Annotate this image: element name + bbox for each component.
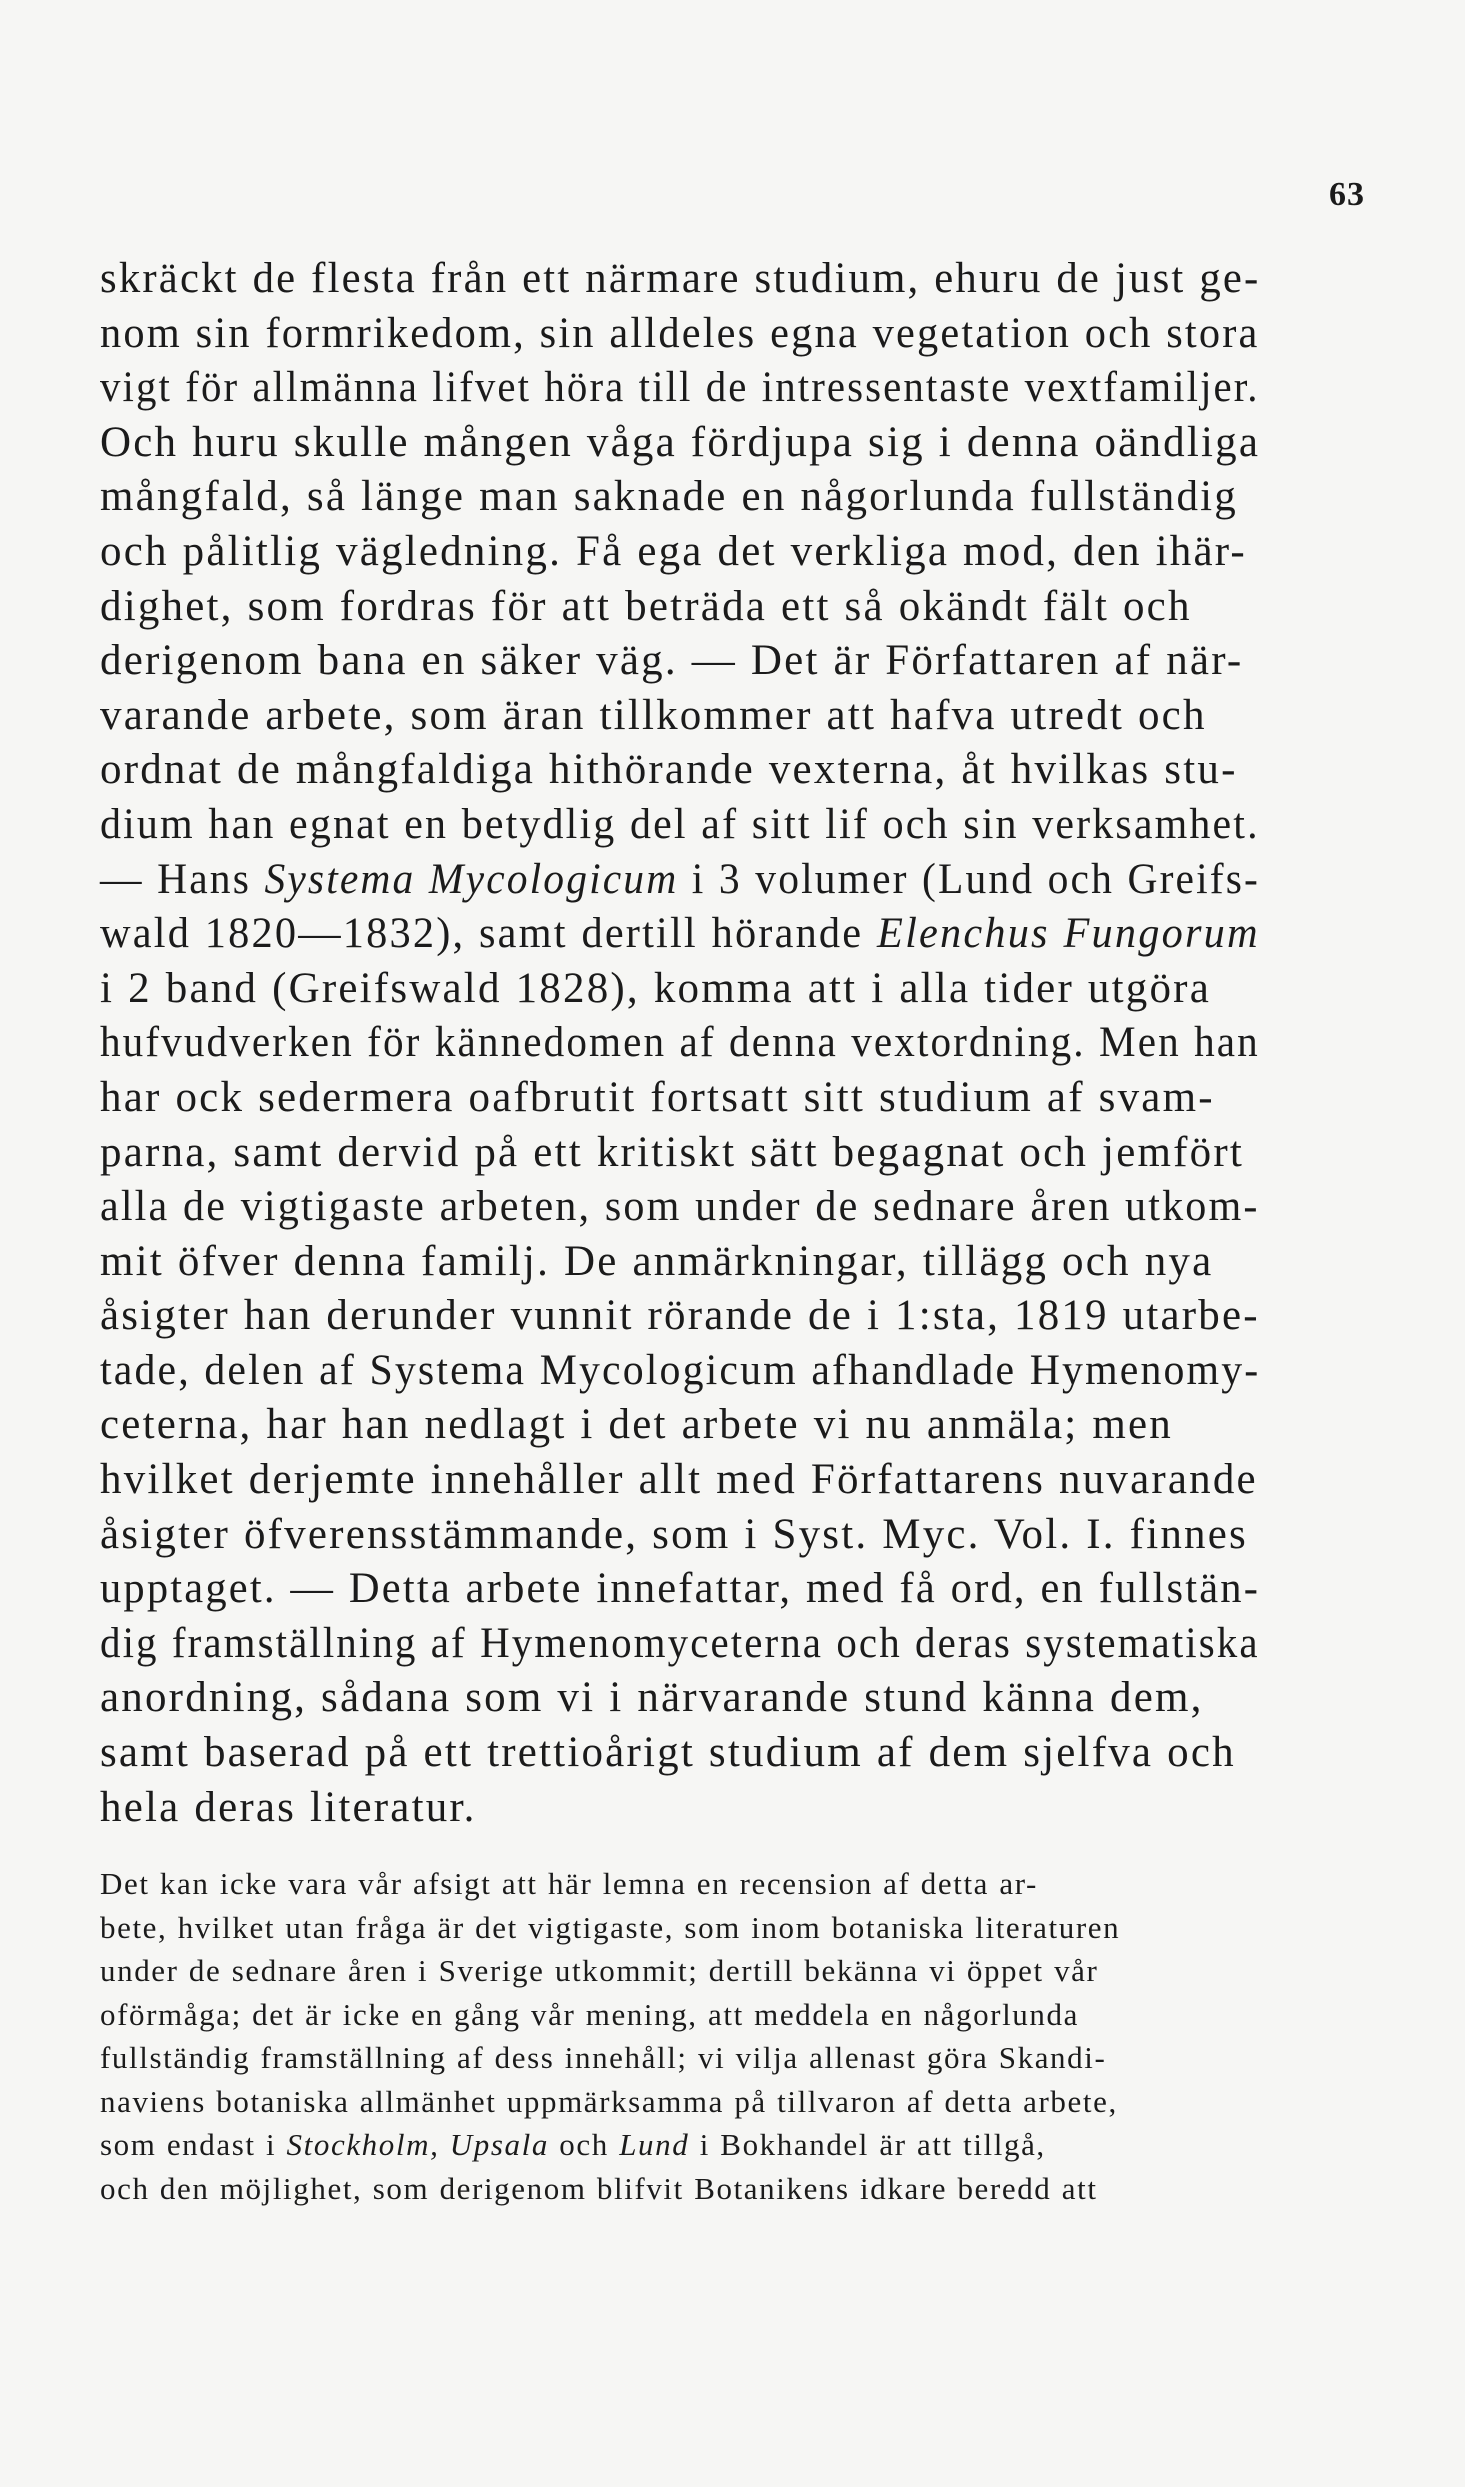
footnote-line <box>100 1949 1260 1993</box>
main-text-block <box>100 252 1260 1835</box>
text-line <box>100 1508 1260 1563</box>
italic-text: Lund <box>619 2127 690 2162</box>
footnote-line <box>100 1993 1260 2037</box>
text-segment: vigt för allmänna lifvet höra till de intressentaste vextfamiljer. <box>100 364 1260 412</box>
footnote-line <box>100 1906 1260 1950</box>
text-segment: tade, delen af Systema Mycologicum afhandlade Hymenomy- <box>100 1346 1261 1394</box>
text-line <box>100 1617 1260 1672</box>
text-line <box>100 1016 1260 1071</box>
footnote-line <box>100 2123 1260 2167</box>
text-line <box>100 416 1260 471</box>
italic-text: Systema Mycologicum <box>264 855 679 903</box>
text-segment: bete, hvilket utan fråga är det vigtigaste, som inom botaniska literaturen <box>100 1909 1121 1945</box>
text-segment: har ock sedermera oafbrutit fortsatt sitt studium af svam- <box>100 1073 1215 1121</box>
text-segment: hufvudverken för kännedomen af denna vextordning. Men han <box>100 1019 1260 1067</box>
text-segment: hela deras literatur. <box>100 1783 477 1831</box>
text-segment: varande arbete, som äran tillkommer att hafva utredt och <box>100 691 1207 739</box>
text-line <box>100 1453 1260 1508</box>
text-line <box>100 525 1260 580</box>
text-segment: dig framställning af Hymenomyceterna och deras systematiska <box>100 1619 1260 1667</box>
text-line <box>100 962 1260 1017</box>
text-segment: mit öfver denna familj. De anmärkningar, tillägg och nya <box>100 1237 1214 1285</box>
text-segment: i 2 band (Greifswald 1828), komma att i alla tider utgöra <box>100 964 1211 1012</box>
text-line <box>100 853 1260 908</box>
text-line <box>100 1726 1260 1781</box>
text-segment: skräckt de flesta från ett närmare studium, ehuru de just ge- <box>100 255 1261 302</box>
text-line <box>100 361 1260 416</box>
text-line <box>100 1180 1260 1235</box>
text-segment: derigenom bana en säker väg. — Det är Författaren af när- <box>100 637 1244 685</box>
footnote-block <box>100 1862 1260 2210</box>
text-segment: åsigter öfverensstämmande, som i Syst. Myc. Vol. I. finnes <box>100 1510 1248 1558</box>
text-line <box>100 580 1260 635</box>
page-number: 63 <box>1329 176 1365 213</box>
text-segment: fullständig framställning af dess innehåll; vi vilja allenast göra Skandi- <box>100 2040 1107 2075</box>
italic-text: Stockholm, Upsala <box>286 2127 549 2162</box>
text-line <box>100 907 1260 962</box>
text-line <box>100 470 1260 525</box>
text-segment: wald 1820—1832), samt dertill hörande <box>100 910 878 958</box>
text-segment: nom sin formrikedom, sin alldeles egna vegetation och stora <box>100 309 1260 357</box>
text-line <box>100 634 1260 689</box>
text-segment: parna, samt dervid på ett kritiskt sätt begagnat och jemfört <box>100 1128 1245 1176</box>
text-segment: upptaget. — Detta arbete innefattar, med få ord, en fullstän- <box>100 1565 1261 1613</box>
text-segment: mångfald, så länge man saknade en någorlunda fullständig <box>100 473 1238 521</box>
text-line <box>100 1126 1260 1181</box>
text-line <box>100 689 1260 744</box>
text-segment: och <box>548 2127 620 2162</box>
text-line <box>100 1398 1260 1453</box>
text-segment: hvilket derjemte innehåller allt med Författarens nuvarande <box>100 1456 1258 1504</box>
text-segment: i Bokhandel är att tillgå, <box>689 2127 1046 2162</box>
text-segment: och pålitlig vägledning. Få ega det verkliga mod, den ihär- <box>100 527 1247 575</box>
text-segment: naviens botaniska allmänhet uppmärksamma på tillvaron af detta arbete, <box>100 2083 1118 2119</box>
italic-text: Elenchus Fungorum <box>877 910 1260 958</box>
text-segment: under de sednare åren i Sverige utkommit; dertill bekänna vi öppet vår <box>100 1953 1099 1988</box>
text-line <box>100 1562 1261 1617</box>
text-line <box>100 743 1260 798</box>
text-segment: alla de vigtigaste arbeten, som under de sednare åren utkom- <box>100 1183 1260 1231</box>
text-segment: och den möjlighet, som derigenom blifvit Botanikens idkare beredd att <box>100 2170 1098 2206</box>
footnote-line <box>100 2080 1260 2124</box>
text-line <box>100 1671 1260 1726</box>
text-segment: — Hans <box>100 855 265 903</box>
text-line <box>100 1071 1260 1126</box>
text-line <box>100 252 1261 307</box>
text-line <box>100 1781 1260 1836</box>
text-segment: dighet, som fordras för att beträda ett så okändt fält och <box>100 582 1192 630</box>
text-line <box>100 1235 1260 1290</box>
text-segment: Det kan icke vara vår afsigt att här lemna en recension af detta ar- <box>100 1866 1038 1901</box>
text-segment: dium han egnat en betydlig del af sitt lif och sin verksamhet. <box>100 800 1260 848</box>
footnote-line <box>100 2036 1260 2080</box>
text-segment: ceterna, har han nedlagt i det arbete vi nu anmäla; men <box>100 1401 1173 1449</box>
text-segment: som endast i <box>100 2127 287 2162</box>
text-segment: samt baserad på ett trettioårigt studium af dem sjelfva och <box>100 1729 1236 1777</box>
text-segment: ordnat de mångfaldiga hithörande vexterna, åt hvilkas stu- <box>100 746 1238 794</box>
text-line <box>100 307 1260 362</box>
text-segment: i 3 volumer (Lund och Greifs- <box>678 855 1260 903</box>
text-segment: Och huru skulle mången våga fördjupa sig i denna oändliga <box>100 418 1261 466</box>
text-line <box>100 798 1260 853</box>
text-segment: oförmåga; det är icke en gång vår mening, att meddela en någorlunda <box>100 1996 1079 2032</box>
footnote-line <box>100 2167 1260 2211</box>
text-line <box>100 1289 1259 1344</box>
text-line <box>100 1344 1261 1399</box>
footnote-line <box>100 1862 1260 1906</box>
text-segment: åsigter han derunder vunnit rörande de i 1:sta, 1819 utarbe- <box>100 1292 1260 1340</box>
text-segment: anordning, sådana som vi i närvarande stund känna dem, <box>100 1674 1204 1722</box>
